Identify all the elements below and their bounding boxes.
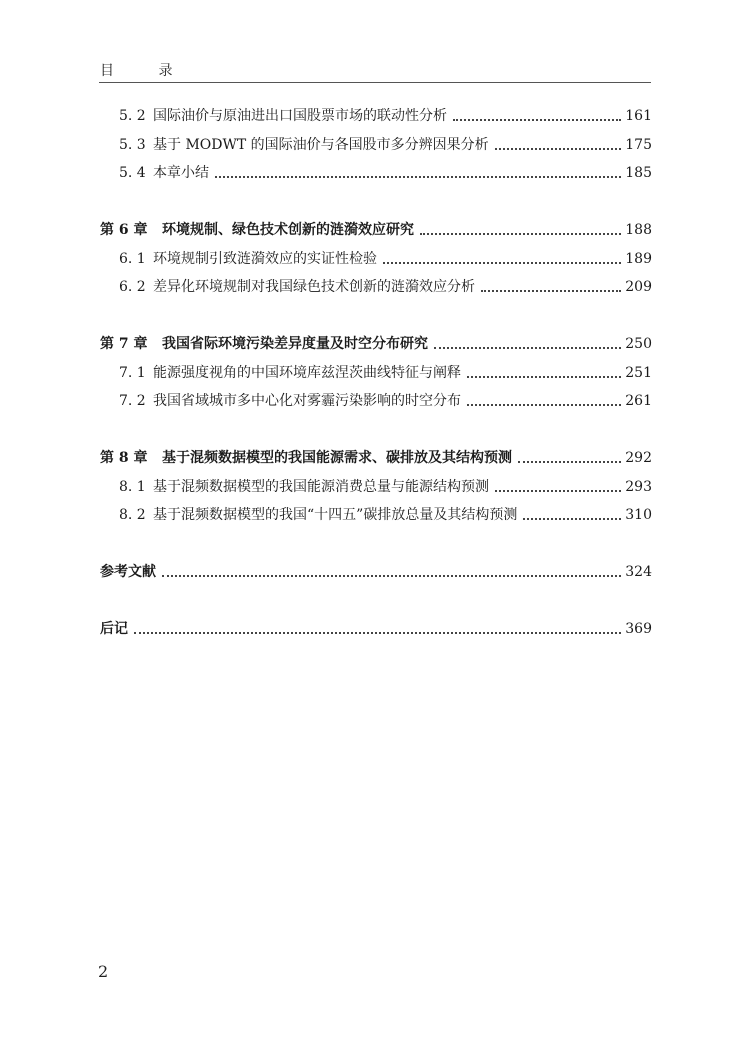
toc-afterword[interactable] (100, 618, 652, 640)
page-number: 2 (98, 962, 109, 981)
header-rule (99, 82, 651, 83)
toc-afterword-title: 后记 (100, 621, 128, 637)
toc-leader-dots (467, 376, 621, 378)
toc-leader-dots (495, 490, 621, 492)
toc-entry-6-1[interactable] (100, 248, 652, 270)
toc-entry-title: 基于 MODWT 的国际油价与各国股市多分辨因果分析 (153, 137, 489, 153)
toc-chapter-number: 第 6 章 (100, 222, 148, 238)
toc-entry-title: 本章小结 (153, 165, 209, 181)
toc-entry-page: 310 (625, 507, 652, 523)
toc-entry-page: 189 (625, 251, 652, 267)
toc-chapter-7[interactable] (100, 333, 652, 355)
toc-entry-page: 251 (625, 365, 652, 381)
toc-references-title: 参考文献 (100, 564, 156, 580)
toc-chapter-number: 第 8 章 (100, 450, 148, 466)
toc-entry-5-4[interactable] (100, 162, 652, 184)
toc-leader-dots (215, 176, 621, 178)
toc-leader-dots (495, 148, 622, 150)
toc-chapter-page: 250 (625, 336, 652, 352)
toc-leader-dots (518, 461, 621, 463)
toc-entry-number: 5. 4 (119, 165, 146, 181)
toc-entry-page: 175 (625, 137, 652, 153)
toc-entry-number: 8. 1 (119, 479, 146, 495)
toc-entry-title: 我国省域城市多中心化对雾霾污染影响的时空分布 (153, 393, 461, 409)
toc-entry-6-2[interactable] (100, 276, 652, 298)
toc-leader-dots (481, 290, 621, 292)
toc-leader-dots (162, 575, 621, 577)
toc-chapter-title: 环境规制、绿色技术创新的涟漪效应研究 (162, 222, 414, 238)
toc-chapter-title: 我国省际环境污染差异度量及时空分布研究 (162, 336, 428, 352)
toc-references[interactable] (100, 561, 652, 583)
toc-chapter-page: 292 (625, 450, 652, 466)
toc-entry-title: 基于混频数据模型的我国能源消费总量与能源结构预测 (153, 479, 489, 495)
toc-leader-dots (434, 347, 621, 349)
toc-entry-page: 293 (625, 479, 652, 495)
toc-references-page: 324 (625, 564, 652, 580)
toc-entry-title: 基于混频数据模型的我国“十四五”碳排放总量及其结构预测 (153, 507, 518, 523)
toc-chapter-title: 基于混频数据模型的我国能源需求、碳排放及其结构预测 (162, 450, 512, 466)
toc-afterword-page: 369 (625, 621, 652, 637)
toc-entry-page: 185 (625, 165, 652, 181)
toc-entry-page: 261 (625, 393, 652, 409)
toc-entry-title: 国际油价与原油进出口国股票市场的联动性分析 (153, 108, 447, 124)
toc-entry-5-3[interactable] (100, 134, 652, 156)
toc-entry-number: 7. 1 (119, 365, 146, 381)
toc-entry-title: 能源强度视角的中国环境库兹涅茨曲线特征与阐释 (153, 365, 461, 381)
toc-entry-number: 5. 3 (119, 137, 146, 153)
toc-chapter-page: 188 (625, 222, 652, 238)
running-header: 目 录 (100, 63, 193, 79)
toc-leader-dots (383, 262, 621, 264)
toc-leader-dots (453, 119, 621, 121)
toc-entry-7-1[interactable] (100, 362, 652, 384)
toc-entry-title: 环境规制引致涟漪效应的实证性检验 (153, 251, 377, 267)
toc-entry-8-2[interactable] (100, 504, 652, 526)
toc-chapter-8[interactable] (100, 447, 652, 469)
toc-entry-number: 7. 2 (119, 393, 146, 409)
toc-entry-page: 161 (625, 108, 652, 124)
toc-chapter-number: 第 7 章 (100, 336, 148, 352)
toc-leader-dots (420, 233, 621, 235)
toc-entry-number: 6. 2 (119, 279, 146, 295)
toc-leader-dots (134, 632, 621, 634)
toc-chapter-6[interactable] (100, 219, 652, 241)
toc-entry-number: 8. 2 (119, 507, 146, 523)
toc-entry-7-2[interactable] (100, 390, 652, 412)
toc-leader-dots (523, 518, 621, 520)
toc-entry-5-2[interactable] (100, 105, 652, 127)
toc-entry-8-1[interactable] (100, 476, 652, 498)
toc-entry-number: 5. 2 (119, 108, 146, 124)
toc-entry-page: 209 (625, 279, 652, 295)
toc-entry-title: 差异化环境规制对我国绿色技术创新的涟漪效应分析 (153, 279, 475, 295)
toc-leader-dots (467, 404, 621, 406)
toc-entry-number: 6. 1 (119, 251, 146, 267)
